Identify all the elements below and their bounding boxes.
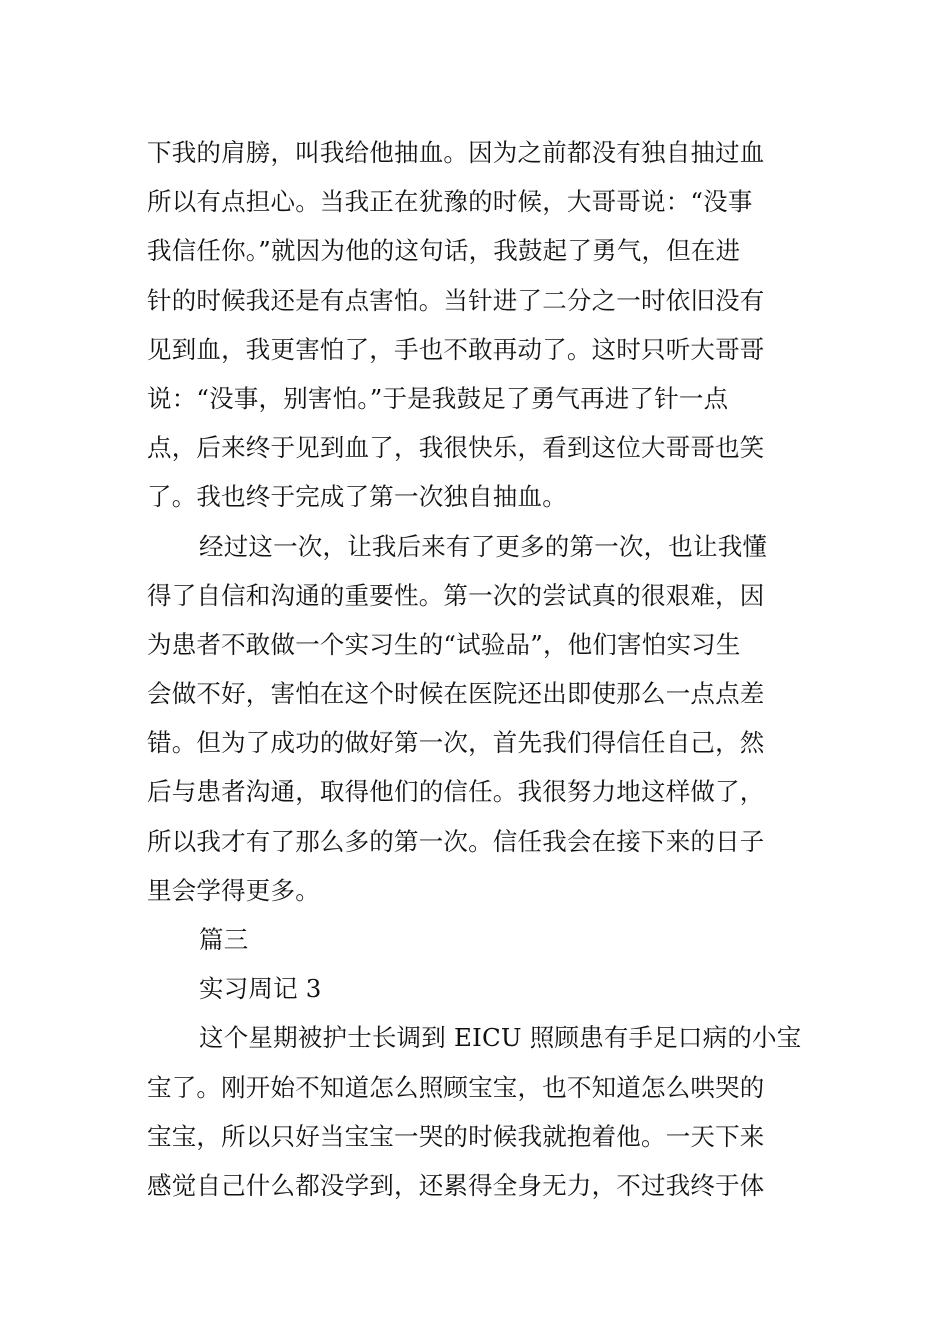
text-line: 宝了。刚开始不知道怎么照顾宝宝，也不知道怎么哄哭的 xyxy=(147,1072,765,1102)
text-line: 见到血，我更害怕了，手也不敢再动了。这时只听大哥哥 xyxy=(147,334,765,364)
text-line: 针的时候我还是有点害怕。当针进了二分之一时依旧没有 xyxy=(147,285,765,315)
text-line: 说：“没事，别害怕。”于是我鼓足了勇气再进了针一点 xyxy=(147,383,729,413)
text-line: 所以有点担心。当我正在犹豫的时候，大哥哥说：“没事 xyxy=(147,187,753,217)
text-line: 后与患者沟通，取得他们的信任。我很努力地这样做了， xyxy=(147,777,765,807)
text-line: 下我的肩膀，叫我给他抽血。因为之前都没有独自抽过血 xyxy=(147,138,765,167)
document-body xyxy=(147,128,807,1210)
text-line: 宝宝，所以只好当宝宝一哭的时候我就抱着他。一天下来 xyxy=(147,1121,765,1151)
section-subheading: 实习周记 3 xyxy=(199,974,322,1004)
text-line: 点，后来终于见到血了，我很快乐，看到这位大哥哥也笑 xyxy=(147,433,765,463)
text-line: 会做不好，害怕在这个时候在医院还出即使那么一点点差 xyxy=(147,679,765,709)
text-line: 为患者不敢做一个实习生的“试验品”，他们害怕实习生 xyxy=(147,629,741,659)
paragraph-first-line: 这个星期被护士长调到 EICU 照顾患有手足口病的小宝 xyxy=(199,1023,802,1053)
text-line: 我信任你。”就因为他的这句话，我鼓起了勇气，但在进 xyxy=(147,236,741,266)
text-line: 错。但为了成功的做好第一次，首先我们得信任自己，然 xyxy=(147,728,765,758)
text-line: 感觉自己什么都没学到，还累得全身无力，不过我终于体 xyxy=(147,1170,765,1200)
paragraph-first-line: 经过这一次，让我后来有了更多的第一次，也让我懂 xyxy=(199,531,768,561)
text-line: 里会学得更多。 xyxy=(147,875,320,905)
section-heading: 篇三 xyxy=(199,925,249,954)
text-line: 所以我才有了那么多的第一次。信任我会在接下来的日子 xyxy=(147,826,765,856)
text-line: 了。我也终于完成了第一次独自抽血。 xyxy=(147,482,567,512)
text-line: 得了自信和沟通的重要性。第一次的尝试真的很艰难，因 xyxy=(147,580,765,610)
